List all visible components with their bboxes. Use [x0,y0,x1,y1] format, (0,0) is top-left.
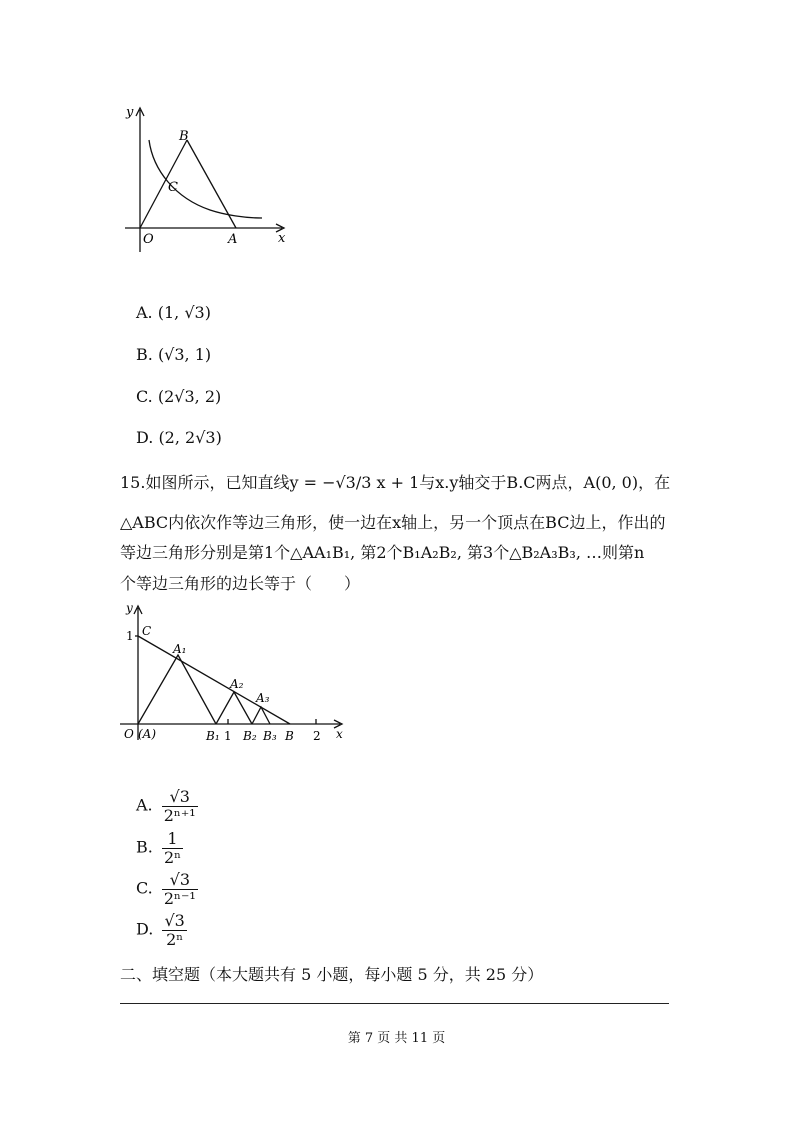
fraction-denominator: 2ⁿ [166,929,184,949]
option-letter: D. [136,919,154,939]
fraction-numerator: 1 [162,830,183,849]
option-letter: B. [136,837,153,857]
option-text: (√3, 1) [157,345,212,364]
q15-line-1: 15.如图所示，已知直线y = −√3/3 x + 1与x.y轴交于B.C两点，A(0, 0)，在 [120,473,671,492]
q15-option-c [136,871,198,907]
fraction-denominator: 2ⁿ [163,847,182,867]
q14-option-a [136,303,211,322]
fraction-numerator: √3 [162,871,198,890]
option-letter: B. [136,345,153,364]
label-1-y: 1 [126,629,134,643]
fraction-denominator: 2ⁿ⁻¹ [163,888,196,908]
figure-equilateral-triangles [118,598,350,748]
q14-option-d [136,428,222,447]
triangle-1 [138,655,216,724]
label-x: x [336,727,343,741]
label-A3: A₃ [256,691,270,705]
label-B: B [179,129,189,144]
q14-option-c [136,387,221,406]
label-C: C [168,180,178,195]
label-x: x [278,231,286,246]
label-A1: A₁ [173,642,187,656]
label-B2: B₂ [243,729,257,743]
label-y: y [126,601,133,615]
fraction-numerator: √3 [164,911,185,930]
line-CB [138,636,290,724]
label-O: O [124,727,134,741]
q15-option-a [136,788,198,824]
option-letter: C. [136,878,153,898]
option-fraction [162,830,183,866]
label-A: A [228,232,238,247]
label-B: B [285,729,294,743]
option-letter: A. [136,303,153,322]
q15-line-4: 个等边三角形的边长等于（ ） [120,574,361,593]
q15-option-d [136,912,187,948]
option-fraction [162,912,186,948]
triangle-3 [252,707,270,724]
option-letter: C. [136,387,153,406]
label-O: O [143,232,154,247]
label-B1: B₁ [206,729,220,743]
triangle-2 [216,692,252,724]
fraction-denominator: 2ⁿ⁺¹ [163,805,196,825]
option-text: (2, 2√3) [158,428,222,447]
q14-option-b [136,345,211,364]
label-B3: B₃ [263,729,277,743]
option-letter: D. [136,428,154,447]
page-number-footer: 第 7 页 共 11 页 [347,1031,446,1046]
option-fraction [162,788,198,824]
fraction-numerator: √3 [162,788,198,807]
figure-triangle-hyperbola [120,100,295,260]
section-heading: 二、填空题（本大题共有 5 小题，每小题 5 分，共 25 分） [120,965,544,984]
option-fraction [162,871,198,907]
q15-option-b [136,830,183,866]
label-1-x: 1 [224,729,232,743]
label-2: 2 [313,729,321,743]
segment-OB [140,140,187,228]
label-y: y [126,105,134,120]
option-text: (2√3, 2) [157,387,222,406]
footer-divider [120,1003,669,1004]
q15-line-2: △ABC内依次作等边三角形，使一边在x轴上，另一个顶点在BC边上，作出的 [120,513,666,532]
option-text: (1, √3) [157,303,211,322]
hyperbola-curve [149,140,262,218]
option-letter: A. [136,795,153,815]
q15-line-3: 等边三角形分别是第1个△AA₁B₁, 第2个B₁A₂B₂, 第3个△B₂A₃B₃, …则第n [120,543,645,562]
label-A2: A₂ [230,677,244,691]
label-A-origin: (A) [138,727,157,741]
label-C: C [142,624,152,638]
